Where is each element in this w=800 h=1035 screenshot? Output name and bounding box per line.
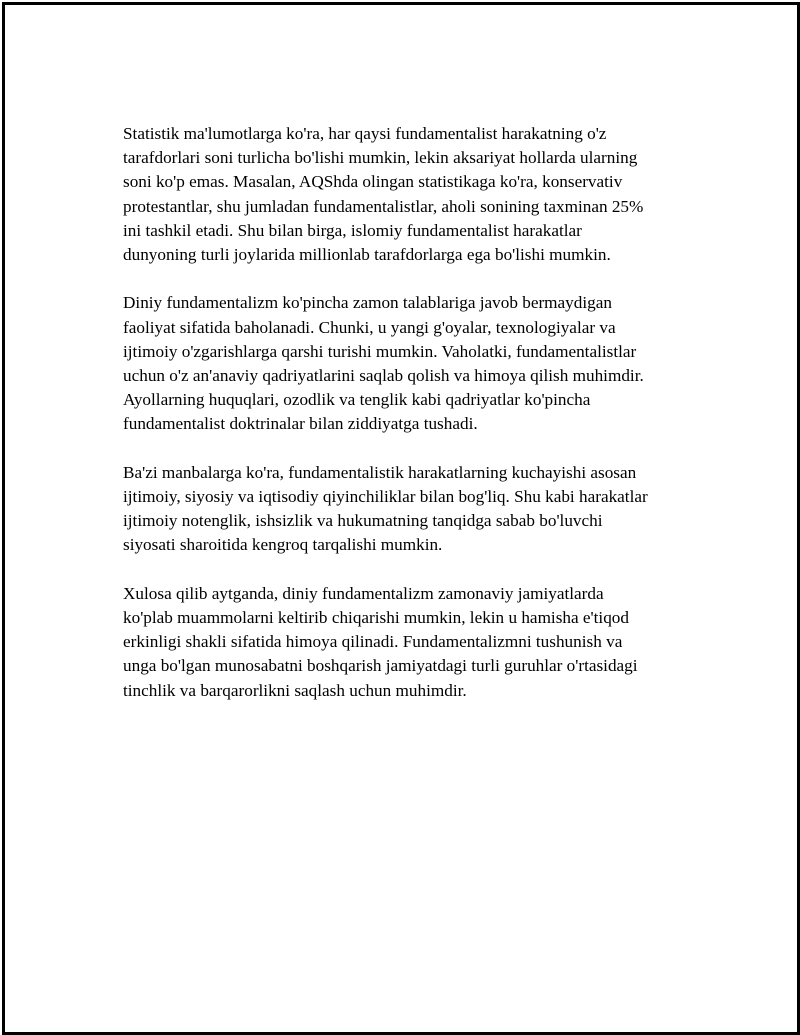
paragraph-line: fundamentalist doktrinalar bilan ziddiyatga tushadi.	[123, 414, 478, 434]
paragraph-line: Xulosa qilib aytganda, diniy fundamentalizm zamonaviy jamiyatlarda	[123, 583, 604, 603]
paragraph-line: soni ko'p emas. Masalan, AQShda olingan statistikaga ko'ra, konservativ	[123, 172, 623, 192]
paragraph-line: ijtimoiy, siyosiy va iqtisodiy qiyinchiliklar bilan bog'liq. Shu kabi harakatlar	[123, 487, 648, 507]
paragraph-line: faoliyat sifatida baholanadi. Chunki, u yangi g'oyalar, texnologiyalar va	[123, 317, 616, 337]
paragraph-line: dunyoning turli joylarida millionlab tarafdorlarga ega bo'lishi mumkin.	[123, 245, 611, 265]
paragraph-3	[123, 461, 693, 558]
paragraph-line: tinchlik va barqarorlikni saqlash uchun muhimdir.	[123, 680, 467, 700]
paragraph-line: ijtimoiy o'zgarishlarga qarshi turishi mumkin. Vaholatki, fundamentalistlar	[123, 341, 637, 361]
paragraph-line: Statistik ma'lumotlarga ko'ra, har qaysi fundamentalist harakatning o'z	[123, 124, 607, 143]
paragraph-line: ini tashkil etadi. Shu bilan birga, islomiy fundamentalist harakatlar	[123, 220, 582, 240]
paragraph-line: unga bo'lgan munosabatni boshqarish jamiyatdagi turli guruhlar o'rtasidagi	[123, 656, 638, 676]
paragraph-1	[123, 122, 693, 267]
paragraph-line: erkinligi shakli sifatida himoya qilinadi. Fundamentalizmni tushunish va	[123, 632, 623, 652]
paragraph-line: uchun o'z an'anaviy qadriyatlarini saqlab qolish va himoya qilish muhimdir.	[123, 366, 644, 386]
document-body	[123, 122, 693, 727]
paragraph-line: Diniy fundamentalizm ko'pincha zamon talablariga javob bermaydigan	[123, 293, 612, 313]
paragraph-line: Ayollarning huquqlari, ozodlik va tenglik kabi qadriyatlar ko'pincha	[123, 390, 591, 410]
page-frame	[2, 2, 800, 1035]
paragraph-2	[123, 291, 693, 436]
paragraph-4	[123, 582, 693, 703]
paragraph-line: ijtimoiy notenglik, ishsizlik va hukumatning tanqidga sabab bo'luvchi	[123, 511, 603, 531]
paragraph-line: ko'plab muammolarni keltirib chiqarishi mumkin, lekin u hamisha e'tiqod	[123, 608, 629, 628]
paragraph-line: siyosati sharoitida kengroq tarqalishi mumkin.	[123, 535, 443, 555]
paragraph-line: tarafdorlari soni turlicha bo'lishi mumkin, lekin aksariyat hollarda ularning	[123, 148, 638, 168]
paragraph-line: Ba'zi manbalarga ko'ra, fundamentalistik harakatlarning kuchayishi asosan	[123, 462, 637, 482]
paragraph-line: protestantlar, shu jumladan fundamentalistlar, aholi sonining taxminan 25%	[123, 196, 644, 216]
